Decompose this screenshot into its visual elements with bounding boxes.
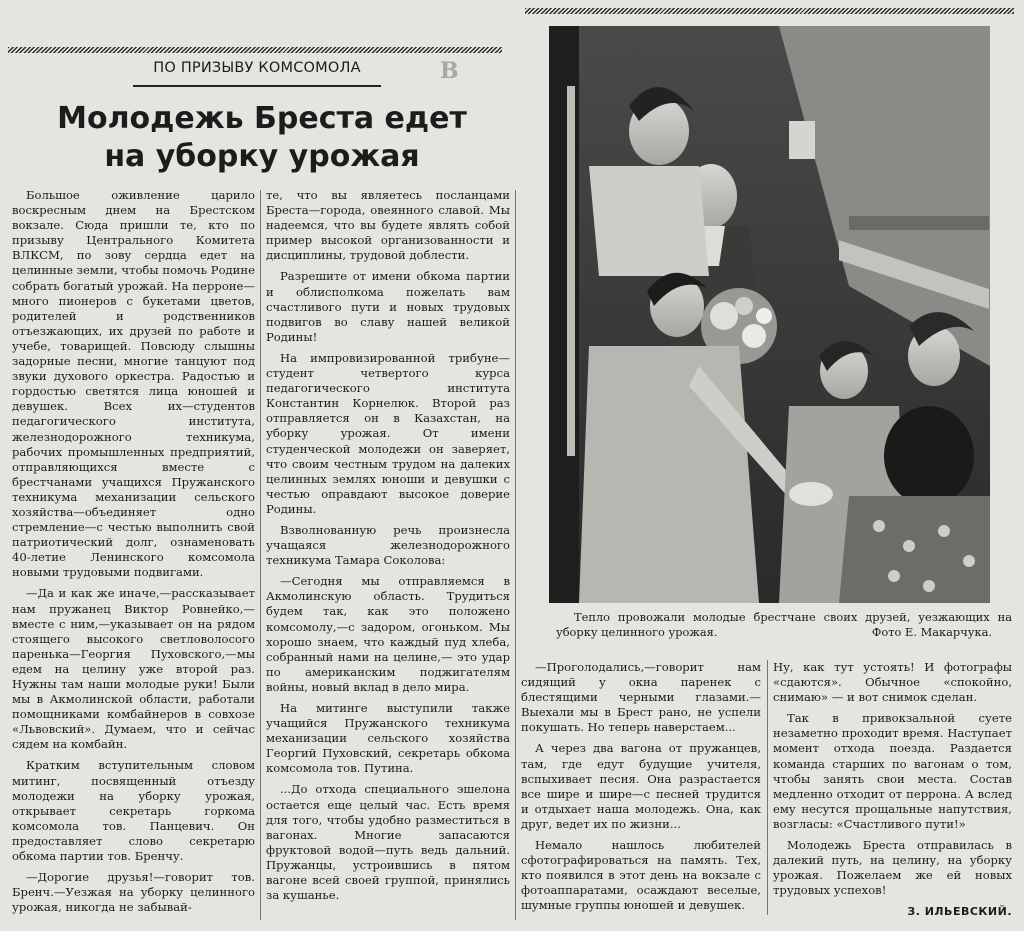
- photo-train-farewell: [549, 26, 990, 603]
- paragraph: На импровизированной трибуне—студент четвертого курса педагогического института Константин Корнелюк. Второй раз отправляется он в Казахстан, на уборку урожая. От имени студенческой молодежи он заверяет, что своим честным трудом на далеких целинных землях юноши и девушки с честью оправдают высокое доверие Родины.: [266, 350, 510, 516]
- paragraph: те, что вы являетесь посланцами Бреста—города, овеянного славой. Мы надеемся, что вы будете являть собой пример высокой организованности и дисциплины, трудовой доблести.: [266, 188, 510, 263]
- paragraph: Взволнованную речь произнесла учащаяся железнодорожного техникума Тамара Соколова:: [266, 522, 510, 568]
- author-signature: З. ИЛЬЕВСКИЙ.: [907, 905, 1012, 919]
- headline-line-2: на уборку урожая: [104, 139, 420, 174]
- paragraph: Молодежь Бреста отправилась в далекий путь, на целину, на уборку урожая. Пожелаем же ей новых трудовых успехов!: [773, 838, 1012, 898]
- rubric-underline: [133, 85, 381, 87]
- article-column-4: [773, 660, 1012, 920]
- paragraph: Разрешите от имени обкома партии и облисполкома пожелать вам счастливого пути и новых трудовых подвигов во славу нашей великой Родины!: [266, 269, 510, 344]
- paragraph: Так в привокзальной суете незаметно проходит время. Наступает момент отхода поезда. Раздается команда старших по вагонам о том, чтобы занять свои места. Состав медленно отходит от перрона. А вслед ему несутся прощальные напутствия, возгласы: «Счастливого пути!»: [773, 711, 1012, 831]
- column-separator: [767, 660, 768, 915]
- caption-text: Тепло провожали молодые брестчане своих друзей, уезжающих на уборку целинного урожая.: [556, 610, 1012, 639]
- paragraph: —Да и как же иначе,—рассказывает нам пружанец Виктор Ровнейко,—вместе с ним,—указывает он на рядом стоящего высокого светловолосого паренька—Георгия Пуховского,—мы едем на целину уже второй раз. Нужны там наши молодые руки! Были мы в Акмолинской области, работали помощниками комбайнеров в совхозе «Львовский». Думаем, что и сейчас сядем на комбайн.: [12, 586, 255, 752]
- paragraph: А через два вагона от пружанцев, там, где едут будущие учителя, вспыхивает песня. Она разрастается все шире и шире—с песней трудится и отдыхает наша молодежь. Она, как друг, ведет их по жизни...: [521, 741, 761, 831]
- paragraph: —Проголодались,—говорит нам сидящий у окна паренек с блестящими черными глазами.— Выехали мы в Брест рано, не успели покушать. Но теперь наверстаем...: [521, 660, 761, 735]
- paragraph: Большое оживление царило воскресным днем на Брестском вокзале. Сюда пришли те, кто по призыву Центрального Комитета ВЛКСМ, по зову сердца едет на целинные земли, чтобы помочь Родине собрать богатый урожай. На перроне—много пионеров с букетами цветов, родителей и родственников отъезжающих, их друзей по работе и учебе, товарищей. Повсюду слышны задорные песни, многие танцуют под звуки духового оркестра. Радостью и гордостью светятся лица юношей и девушек. Всех их—студентов педагогического института, железнодорожного техникума, рабочих промышленных предприятий, отправляющихся вместе с брестчанами учащихся Пружанского техникума механизации сельского хозяйства—объединяет одно стремление—с честью выполнить свой патриотический долг, ознаменовать 40-летие Ленинского комсомола новыми трудовыми подвигами.: [12, 188, 255, 580]
- rubric: ПО ПРИЗЫВУ КОМСОМОЛА: [153, 60, 361, 76]
- article-column-3: [521, 660, 761, 920]
- photo-illustration: [549, 26, 990, 603]
- paragraph: —Сегодня мы отправляемся в Акмолинскую область. Трудиться будем так, как это положено комсомолу,—с задором, огоньком. Мы хорошо знаем, что каждый пуд хлеба, собранный нами на целине,— это удар по американским поджигателям войны, новый вклад в дело мира.: [266, 574, 510, 694]
- top-rule-right: [525, 8, 1014, 14]
- paragraph: —Дорогие друзья!—говорит тов. Бренч.—Уезжая на уборку целинного урожая, никогда не забывай-: [12, 870, 255, 915]
- paragraph: Кратким вступительным словом митинг, посвященный отъезду молодежи на уборку урожая, открывает секретарь горкома комсомола тов. Панцевич. Он предоставляет слово секретарю обкома партии тов. Бренчу.: [12, 758, 255, 864]
- paragraph: ...До отхода специального эшелона остается еще целый час. Есть время для того, чтобы удобно разместиться в вагонах. Многие запасаются фруктовой водой—путь ведь дальний. Пружанцы, устроившись в пятом вагоне всей своей группой, принялись за кушанье.: [266, 782, 510, 903]
- photo-credit: Фото Е. Макарчука.: [871, 625, 992, 639]
- article-column-2: [266, 188, 510, 909]
- headline: [12, 100, 512, 176]
- photo-caption: [556, 610, 1012, 640]
- headline-line-1: Молодежь Бреста едет: [57, 101, 467, 136]
- paragraph: На митинге выступили также учащийся Пружанского техникума механизации сельского хозяйства Георгий Пуховский, секретарь обкома комсомола тов. Путина.: [266, 701, 510, 776]
- paragraph: Немало нашлось любителей сфотографироваться на память. Тех, кто появился в этот день на вокзале с фотоаппаратами, осаждают веселые, шумные группы юношей и девушек.: [521, 838, 761, 913]
- column-separator: [515, 190, 516, 920]
- paragraph: Ну, как тут устоять! И фотографы «сдаются». Обычное «спокойно, снимаю» — и вот снимок сделан.: [773, 660, 1012, 705]
- article-column-1: [12, 188, 255, 921]
- column-separator: [260, 190, 261, 920]
- top-rule-left: [8, 47, 502, 53]
- bleed-through-letter: В: [440, 58, 459, 84]
